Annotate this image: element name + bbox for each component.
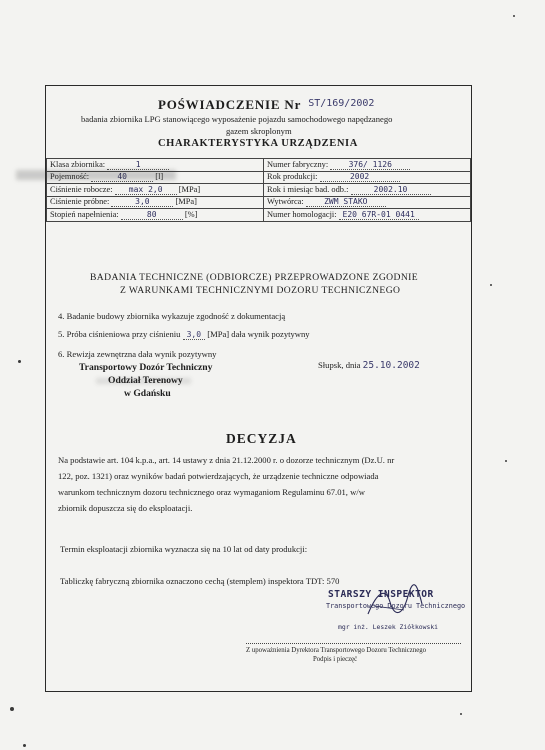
spec-right-cell <box>264 196 471 209</box>
scan-speck <box>23 744 26 747</box>
device-spec-table <box>46 158 471 222</box>
spec-left-label: Ciśnienie robocze: <box>50 184 113 194</box>
tests-heading-2: Z WARUNKAMI TECHNICZNYMI DOZORU TECHNICZNEGO <box>120 285 401 296</box>
spec-left-cell <box>47 209 264 222</box>
signature-scribble <box>364 584 424 625</box>
certificate-title-row <box>158 96 374 114</box>
place-label: Słupsk, dnia <box>318 360 361 370</box>
scan-speck <box>505 460 507 462</box>
spec-left-unit: [%] <box>184 209 198 219</box>
certificate-subtitle-1: badania zbiornika LPG stanowiącego wyposażenie pojazdu samochodowego napędzanego <box>81 114 393 124</box>
operation-term: Termin eksploatacji zbiornika wyznacza się na 10 lat od daty produkcji: <box>60 544 308 554</box>
spec-right-cell <box>264 159 471 172</box>
spec-left-label: Stopień napełnienia: <box>50 209 119 219</box>
spec-left-value: 80 <box>121 210 183 220</box>
certificate-number: ST/169/2002 <box>308 98 375 109</box>
spec-right-value: ZWM STAKO <box>306 197 386 207</box>
spec-left-unit: [MPa] <box>175 197 197 207</box>
spec-left-value: 40 <box>91 172 153 182</box>
spec-row <box>47 184 471 197</box>
spec-right-label: Numer fabryczny: <box>267 159 329 169</box>
test-item-6: 6. Rewizja zewnętrzna dała wynik pozytywny <box>58 349 217 359</box>
certificate-title: POŚWIADCZENIE Nr <box>158 97 302 112</box>
scan-speck <box>460 713 462 715</box>
issue-date: 25.10.2002 <box>362 360 420 371</box>
scan-smudge <box>16 170 176 180</box>
decision-line: 122, poz. 1321) oraz wyników badań potwierdzających, że urządzenie techniczne odpowiada <box>58 471 379 481</box>
inspector-stamp-office: Transportowego Dozoru Technicznego <box>326 602 466 610</box>
scan-speck <box>513 15 515 17</box>
spec-row <box>47 196 471 209</box>
inspector-stamp-title: STARSZY INSPEKTOR <box>328 589 434 600</box>
spec-left-cell <box>47 184 264 197</box>
spec-left-value: 1 <box>107 160 169 170</box>
certificate-frame <box>45 85 472 692</box>
spec-right-label: Rok produkcji: <box>267 172 318 182</box>
spec-right-cell <box>264 209 471 222</box>
test-item-4: 4. Badanie budowy zbiornika wykazuje zgodność z dokumentacją <box>58 311 286 321</box>
spec-left-cell <box>47 196 264 209</box>
device-heading: CHARAKTERYSTYKA URZĄDZENIA <box>158 138 358 149</box>
footer-signature-label: Podpis i pieczęć <box>313 656 358 663</box>
certificate-subtitle-2: gazem skroplonym <box>226 126 292 136</box>
spec-left-value: max 2,0 <box>115 185 177 195</box>
spec-right-value: 2002.10 <box>351 185 431 195</box>
scan-speck <box>18 360 21 363</box>
spec-left-unit: [MPa] <box>178 184 201 194</box>
signature-line <box>246 643 461 644</box>
decision-paragraph <box>58 452 458 516</box>
footer-authorization: Z upoważnienia Dyrektora Transportowego Dozoru Technicznego <box>246 647 427 654</box>
spec-right-value: 2002 <box>320 172 400 182</box>
plate-marking <box>60 576 339 586</box>
scan-speck <box>490 284 492 286</box>
spec-left-unit: [l] <box>155 172 164 182</box>
spec-right-value: E20 67R-01 0441 <box>339 210 419 220</box>
test-item-5-value: 3,0 <box>183 330 205 340</box>
plate-marking-text: Tabliczkę fabryczną zbiornika oznaczono cechą (stemplem) inspektora TDT: <box>60 576 325 586</box>
spec-right-label: Rok i miesiąc bad. odb.: <box>267 184 349 194</box>
decision-line: Na podstawie art. 104 k.p.a., art. 14 ustawy z dnia 21.12.2000 r. o dozorze technicznym (Dz.U. nr <box>58 455 395 465</box>
spec-left-label: Pojemność: <box>50 172 90 182</box>
office-line-2: Oddział Terenowy <box>108 375 183 386</box>
test-item-5-suffix: [MPa] dała wynik pozytywny <box>207 329 310 339</box>
decision-line: zbiornik dopuszcza się do eksploatacji. <box>58 503 193 513</box>
scan-speck <box>10 707 14 711</box>
spec-right-cell <box>264 184 471 197</box>
inspector-stamp-number: 570 <box>326 576 340 586</box>
inspector-name: mgr inż. Leszek Ziółkowski <box>338 623 439 631</box>
place-date <box>318 360 420 371</box>
tests-heading-1: BADANIA TECHNICZNE (ODBIORCZE) PRZEPROWADZONE ZGODNIE <box>90 272 419 283</box>
test-item-5-prefix: 5. Próba ciśnieniowa przy ciśnieniu <box>58 329 181 339</box>
spec-left-label: Ciśnienie próbne: <box>50 197 110 207</box>
spec-left-label: Klasa zbiornika: <box>50 159 106 169</box>
scan-smudge <box>96 378 191 384</box>
spec-right-value: 376/ 1126 <box>330 160 410 170</box>
spec-row <box>47 209 471 222</box>
spec-left-value: 3,0 <box>111 197 173 207</box>
spec-right-label: Wytwórca: <box>267 197 304 207</box>
test-item-5 <box>58 329 310 339</box>
spec-right-label: Numer homologacji: <box>267 209 337 219</box>
office-line-1: Transportowy Dozór Techniczny <box>79 362 213 373</box>
office-line-3: w Gdańsku <box>124 388 171 399</box>
decision-line: warunkom technicznym dozoru technicznego oraz wymaganiom Regulaminu 67.01, w/w <box>58 487 365 497</box>
decision-title: DECYZJA <box>226 431 297 446</box>
spec-right-cell <box>264 171 471 184</box>
